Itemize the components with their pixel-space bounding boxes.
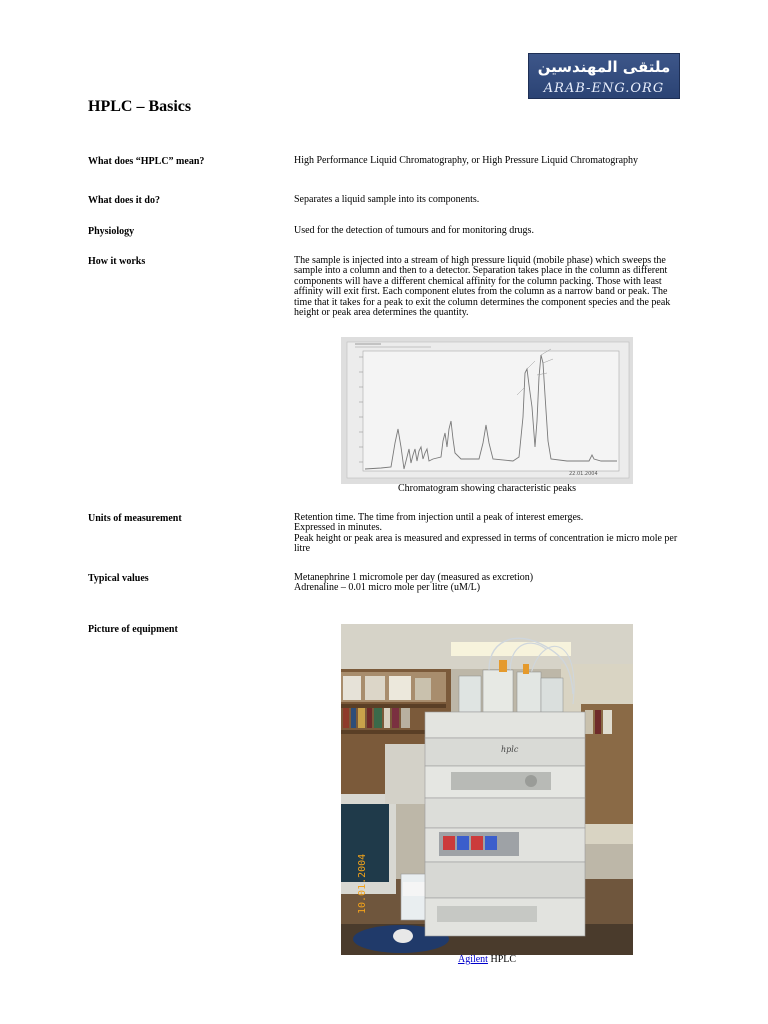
row-label-units: Units of measurement [88, 513, 182, 524]
photo-caption-text: HPLC [487, 954, 517, 965]
row-value-physiology: Used for the detection of tumours and for monitoring drugs. [294, 225, 534, 236]
row-value-meaning: High Performance Liquid Chromatography, or High Pressure Liquid Chromatography [294, 155, 639, 166]
row-value-typical-values [294, 573, 684, 594]
photo-date-stamp: 10.01.2004 [357, 853, 368, 914]
equipment-photo [341, 624, 633, 955]
chromatogram-caption: Chromatogram showing characteristic peaks [398, 483, 576, 494]
unit-brand-text: hplc [501, 745, 519, 754]
chromatogram-date: 22.01.2004 [569, 471, 598, 477]
typical-line-2: Adrenaline – 0.01 micro mole per litre (uM/L) [294, 582, 481, 594]
site-logo [528, 53, 680, 99]
typical-line-1: Metanephrine 1 micromole per day (measured as excretion) [294, 572, 534, 583]
row-label-purpose: What does it do? [88, 195, 160, 206]
logo-english-text: ARAB-ENG.ORG [543, 81, 665, 96]
units-line-2: Expressed in minutes. [294, 522, 383, 534]
row-label-physiology: Physiology [88, 226, 135, 237]
row-value-how-it-works: The sample is injected into a stream of high pressure liquid (mobile phase) which sweeps the sample into a column and then to a detector. Separation takes place in the column as different components will have a different chemical affinity for the column packing. Those with least affinity will exit first. Each component elutes from the column as a narrow band or peak. The time that it takes for a peak to exit the column determines the component species and the peak height or peak area determines the quantity. [294, 255, 671, 319]
row-value-purpose: Separates a liquid sample into its components. [294, 194, 480, 205]
chromatogram-image [341, 337, 633, 484]
logo-arabic-text: ملتقى المهندسين [537, 58, 671, 76]
row-label-meaning: What does “HPLC” mean? [88, 156, 205, 167]
agilent-link[interactable]: Agilent [457, 954, 488, 965]
units-line-3: Peak height or peak area is measured and expressed in terms of concentration ie micro mole per litre [294, 532, 678, 555]
row-value-units [294, 513, 684, 555]
units-line-1: Retention time. The time from injection until a peak of interest emerges. [294, 512, 584, 523]
row-label-typical-values: Typical values [88, 573, 149, 584]
page-title: HPLC – Basics [88, 98, 192, 115]
chromatogram-figure [341, 337, 633, 484]
photo-caption [341, 954, 633, 965]
row-label-how-it-works: How it works [88, 256, 146, 267]
hplc-photo-illustration [341, 624, 633, 955]
row-label-equipment: Picture of equipment [88, 624, 178, 635]
